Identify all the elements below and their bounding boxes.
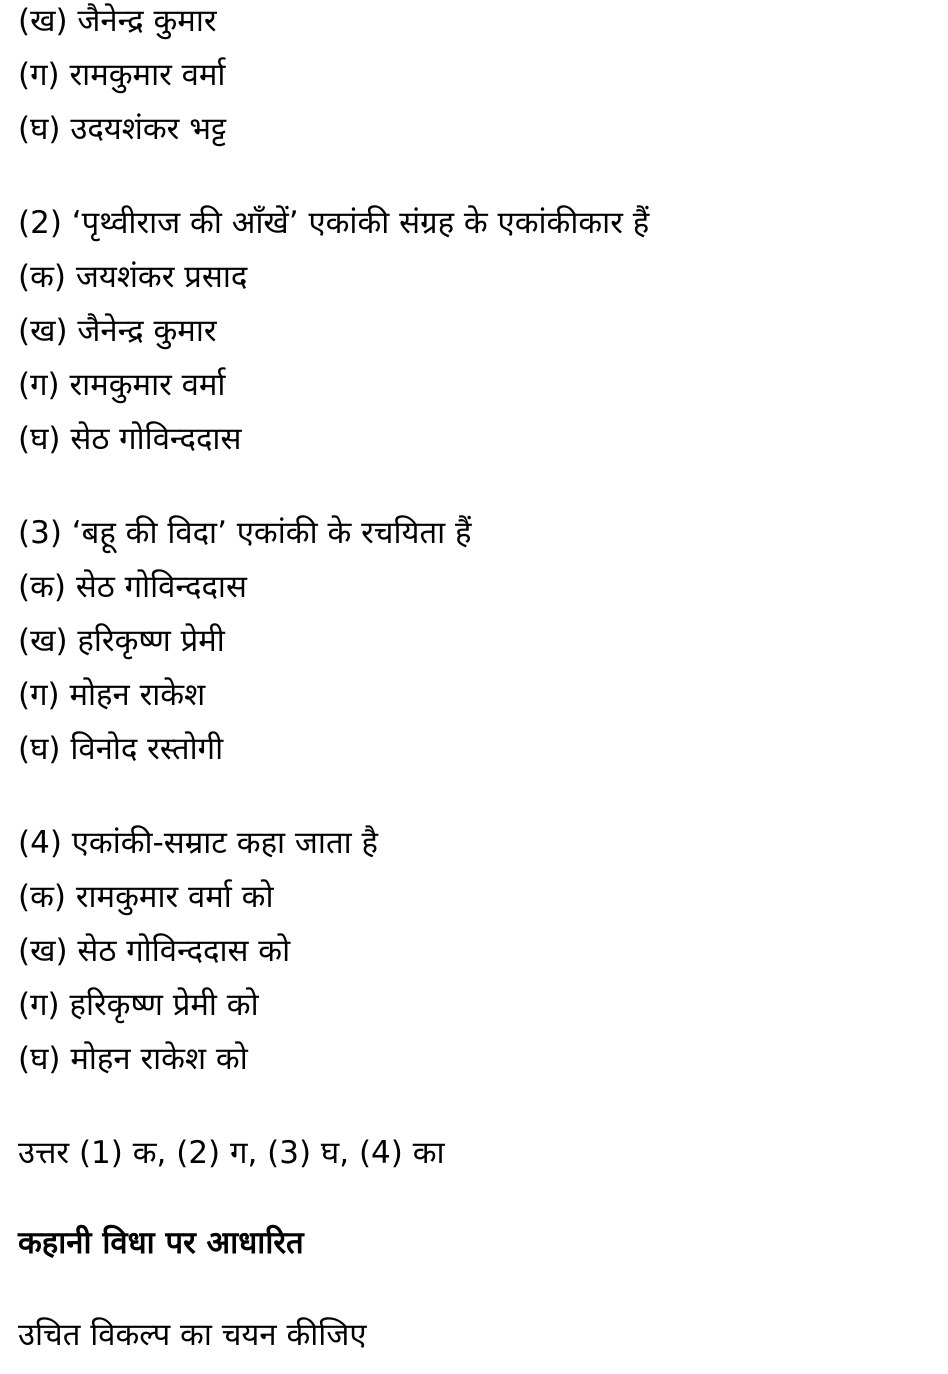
option-ka: (क) सेठ गोविन्ददास [18, 569, 247, 605]
question-1-remaining-options [18, 0, 948, 156]
option-gha: (घ) उदयशंकर भट्ट [18, 111, 227, 147]
question-text: (4) एकांकी-सम्राट कहा जाता है [18, 825, 378, 861]
option-kha: (ख) हरिकृष्ण प्रेमी [18, 623, 225, 659]
option-ga: (ग) रामकुमार वर्मा [18, 57, 226, 93]
option-kha: (ख) जैनेन्द्र कुमार [18, 313, 217, 349]
option-ka: (क) रामकुमार वर्मा को [18, 879, 274, 915]
option-ga: (ग) हरिकृष्ण प्रेमी को [18, 987, 259, 1023]
option-kha: (ख) जैनेन्द्र कुमार [18, 3, 217, 39]
question-2 [18, 196, 948, 466]
answer-key: उत्तर (1) क, (2) ग, (3) घ, (4) का [18, 1135, 445, 1171]
section-heading: कहानी विधा पर आधारित [18, 1225, 304, 1261]
option-ga: (ग) रामकुमार वर्मा [18, 367, 226, 403]
option-gha: (घ) मोहन राकेश को [18, 1041, 248, 1077]
option-ka: (क) जयशंकर प्रसाद [18, 259, 248, 295]
option-gha: (घ) विनोद रस्तोगी [18, 731, 224, 767]
question-4 [18, 816, 948, 1086]
option-kha: (ख) सेठ गोविन्ददास को [18, 933, 291, 969]
option-ga: (ग) मोहन राकेश [18, 677, 206, 713]
question-text: (3) ‘बहू की विदा’ एकांकी के रचयिता हैं [18, 515, 472, 551]
question-3 [18, 506, 948, 776]
option-gha: (घ) सेठ गोविन्ददास [18, 421, 242, 457]
question-text: (2) ‘पृथ्वीराज की आँखें’ एकांकी संग्रह के एकांकीकार हैं [18, 205, 650, 241]
instruction-text: उचित विकल्प का चयन कीजिए [18, 1317, 367, 1353]
